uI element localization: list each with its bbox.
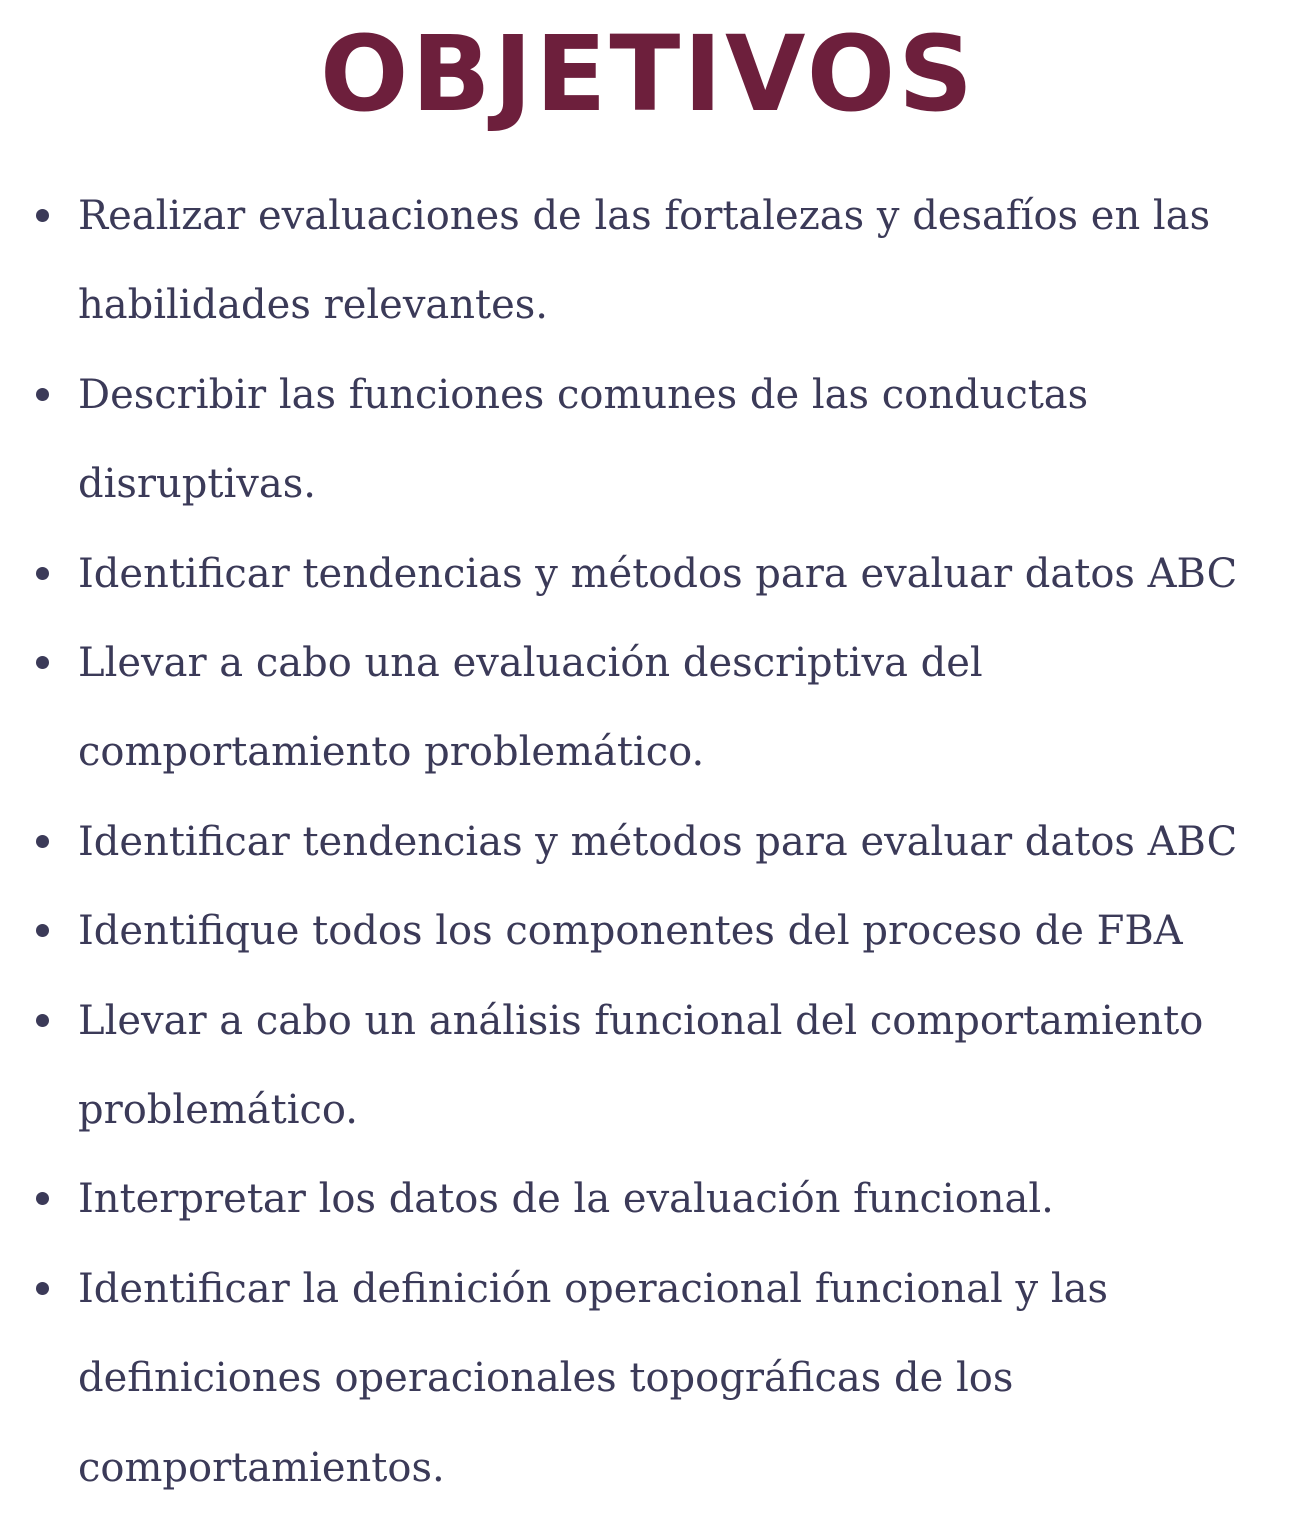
bullet-icon [36,656,49,669]
objectives-list [0,172,1296,1513]
bullet-icon [36,1192,49,1205]
bullet-icon [36,1014,49,1027]
item-line: disruptivas. [78,461,316,508]
item-line: problemático. [78,1087,359,1134]
list-item [78,530,1266,619]
list-item [78,351,1266,530]
list-item [78,1155,1266,1244]
item-line: habilidades relevantes. [78,282,549,329]
list-item [78,887,1266,976]
item-line: definiciones operacionales topográficas de los [78,1355,1014,1402]
list-item [78,172,1266,351]
item-line: Identifique todos los componentes del proceso de FBA [78,908,1183,955]
item-line: Identificar tendencias y métodos para evaluar datos ABC [78,818,1238,865]
bullet-icon [36,924,49,937]
list-item [78,619,1266,798]
bullet-icon [36,1282,49,1295]
item-line: Identificar tendencias y métodos para evaluar datos ABC [78,550,1238,597]
bullet-icon [36,209,49,222]
bullet-icon [36,388,49,401]
list-item [78,977,1266,1156]
item-line: Describir las funciones comunes de las conductas [78,371,1089,418]
bullet-icon [36,567,49,580]
item-line: Identificar la definición operacional funcional y las [78,1265,1109,1312]
item-line: Realizar evaluaciones de las fortalezas y desafíos en las [78,193,1211,239]
list-item [78,798,1266,887]
item-line: Llevar a cabo una evaluación descriptiva del [78,640,983,687]
item-line: Interpretar los datos de la evaluación funcional. [78,1176,1054,1223]
item-line: comportamientos. [78,1444,445,1491]
item-line: comportamiento problemático. [78,729,705,776]
item-line: Llevar a cabo un análisis funcional del comportamiento [78,997,1204,1044]
bullet-icon [36,835,49,848]
list-item [78,1245,1266,1513]
page-title: OBJETIVOS [319,13,977,135]
